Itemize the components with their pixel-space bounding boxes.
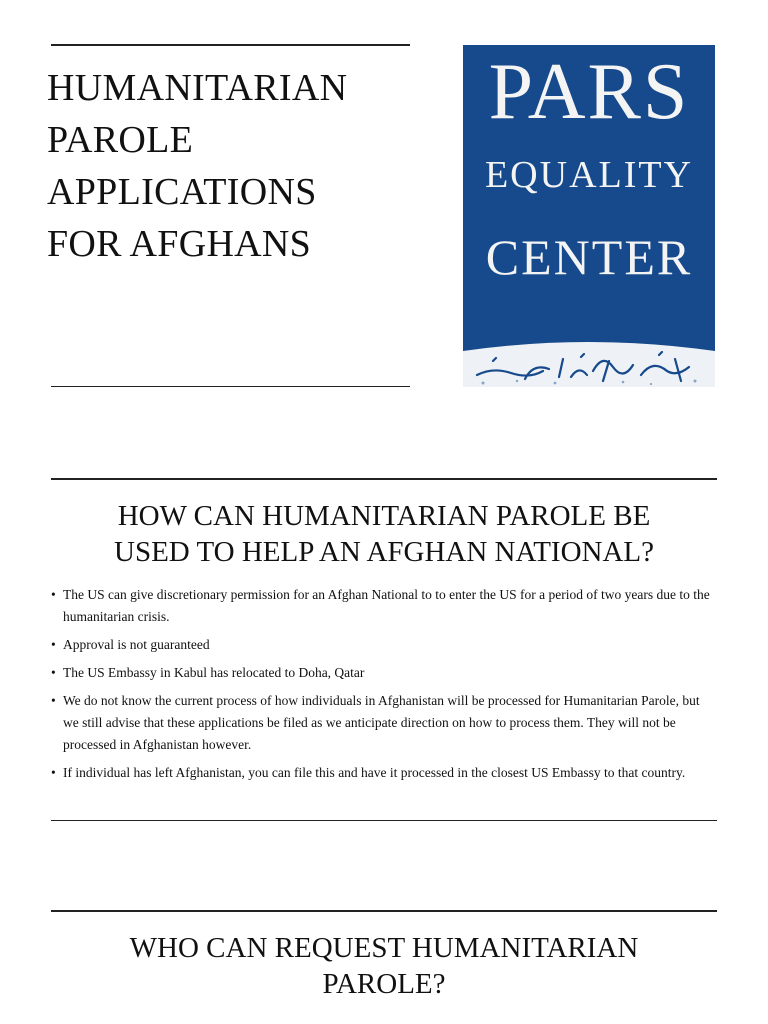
- list-item: [51, 762, 717, 784]
- title-line: FOR AFGHANS: [47, 223, 312, 265]
- title-line: APPLICATIONS: [47, 171, 317, 213]
- bullet-glyph: •: [51, 693, 56, 708]
- list-item: [51, 662, 717, 684]
- bullet-text: If individual has left Afghanistan, you can file this and have it processed in the closest US Embassy to that country.: [63, 765, 686, 780]
- bullet-glyph: •: [51, 587, 56, 602]
- heading-line: HOW CAN HUMANITARIAN PAROLE BE: [117, 500, 651, 532]
- slide2-bottom-rule: [51, 820, 717, 821]
- slide2-top-rule: [51, 478, 717, 480]
- slide1-title: [47, 62, 407, 270]
- title-line: PAROLE: [47, 119, 194, 161]
- pars-equality-center-logo: [463, 45, 715, 387]
- slide1-bottom-rule: [51, 386, 410, 387]
- bullet-glyph: •: [51, 637, 56, 652]
- list-item: [51, 690, 717, 756]
- list-item: [51, 634, 717, 656]
- slide3-heading: [51, 930, 717, 1002]
- bullet-glyph: •: [51, 665, 56, 680]
- bullet-text: We do not know the current process of how individuals in Afghanistan will be processed for Humanitarian Parole, but we still advise that these applications be filed as we anticipate direction on how to process them. They will not be processed in Afghanistan however.: [63, 693, 700, 752]
- bullet-text: The US Embassy in Kabul has relocated to Doha, Qatar: [63, 665, 365, 680]
- logo-line-equality: EQUALITY: [484, 154, 694, 196]
- logo-line-pars: PARS: [488, 48, 690, 136]
- heading-line: WHO CAN REQUEST HUMANITARIAN: [129, 932, 639, 964]
- slide2-heading: [51, 498, 717, 570]
- list-item: [51, 584, 717, 628]
- heading-line: PAROLE?: [322, 968, 446, 1000]
- bullet-text: Approval is not guaranteed: [63, 637, 210, 652]
- heading-line: USED TO HELP AN AFGHAN NATIONAL?: [114, 536, 654, 568]
- slide2-bullet-list: [51, 584, 717, 790]
- slide3-top-rule: [51, 910, 717, 912]
- logo-calligraphy-band: [463, 337, 715, 387]
- bullet-glyph: •: [51, 765, 56, 780]
- title-line: HUMANITARIAN: [47, 67, 348, 109]
- slide1-top-rule: [51, 44, 410, 46]
- logo-line-center: CENTER: [485, 229, 693, 285]
- bullet-text: The US can give discretionary permission for an Afghan National to to enter the US for a period of two years due to the humanitarian crisis.: [63, 587, 710, 624]
